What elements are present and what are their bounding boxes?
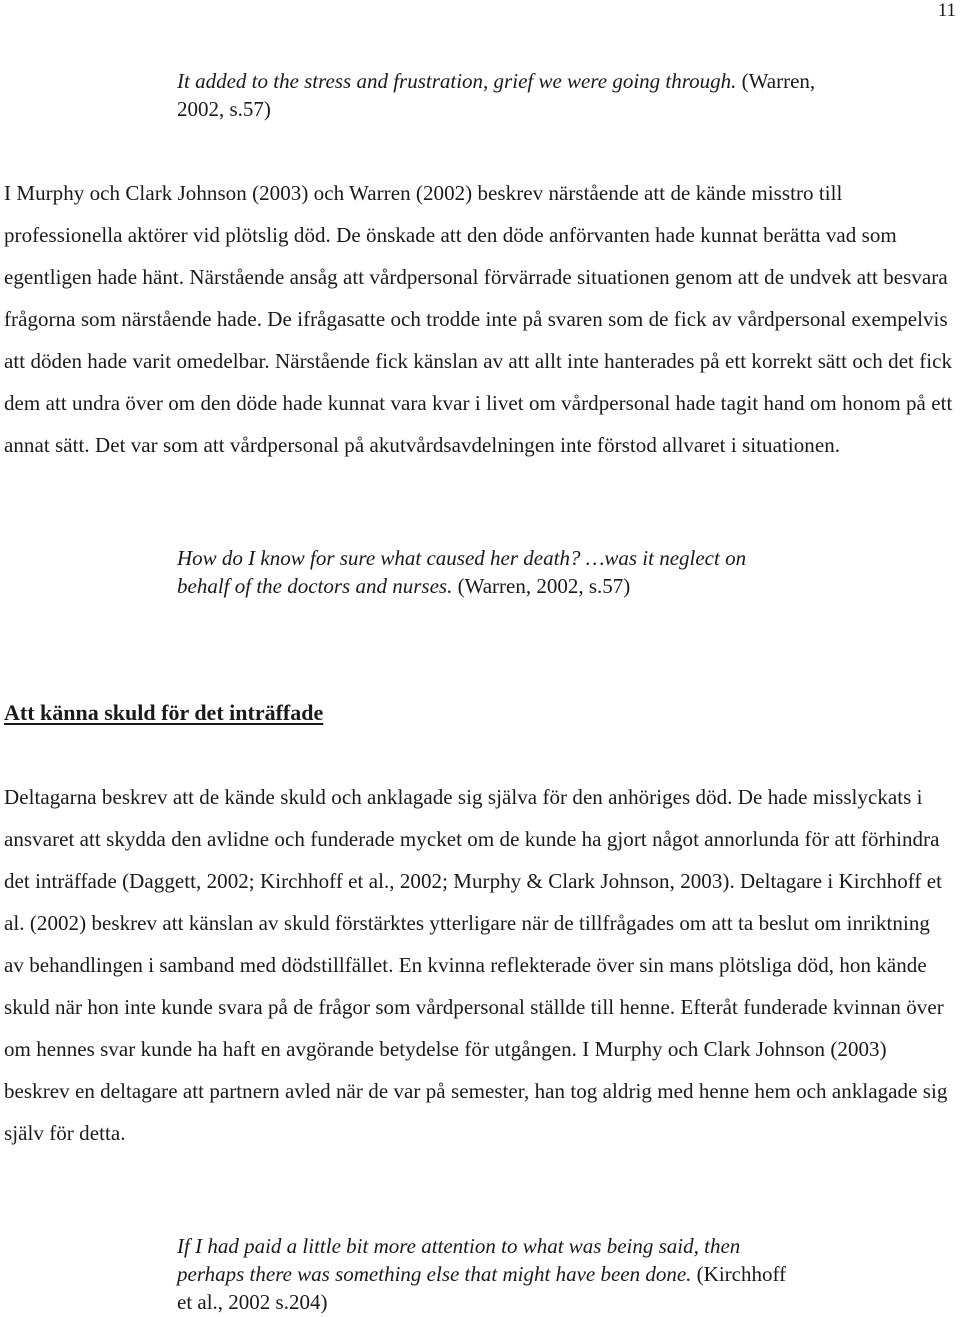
- block-quote-3: [177, 1232, 787, 1316]
- quote-text: If I had paid a little bit more attention to what was being said, then perhaps there was something else that might have been done.: [177, 1234, 741, 1286]
- quote-text: It added to the stress and frustration, grief we were going through.: [177, 69, 737, 93]
- page-number: 11: [937, 0, 956, 21]
- quote-citation: (Kirchhoff et al., 2002 s.204): [177, 1262, 787, 1314]
- paragraph-mistrust: I Murphy och Clark Johnson (2003) och Warren (2002) beskrev närstående att de kände misstro till professionella aktörer vid plötslig död. De önskade att den döde anförvanten hade kunnat berätta vad som egentligen hade hänt. Närstående ansåg att vårdpersonal förvärrade situationen genom att de undvek att besvara frågorna som närstående hade. De ifrågasatte och trodde inte på svaren som de fick av vårdpersonal exempelvis att döden hade varit omedelbar. Närstående fick känslan av att allt inte hanterades på ett korrekt sätt och det fick dem att undra över om den döde hade kunnat vara kvar i livet om vårdpersonal hade tagit hand om honom på ett annat sätt. Det var som att vårdpersonal på akutvårdsavdelningen inte förstod allvaret i situationen.: [4, 181, 953, 457]
- quote-citation: (Warren, 2002, s.57): [452, 574, 631, 598]
- section-heading: Att känna skuld för det inträffade: [4, 700, 324, 725]
- block-quote-2: [177, 544, 777, 600]
- block-quote-1: [177, 67, 837, 123]
- quote-text: How do I know for sure what caused her death? …was it neglect on behalf of the doctors and nurses.: [177, 546, 747, 598]
- quote-citation: (Warren, 2002, s.57): [177, 69, 816, 121]
- paragraph-guilt: Deltagarna beskrev att de kände skuld och anklagade sig själva för den anhöriges död. De hade misslyckats i ansvaret att skydda den avlidne och funderade mycket om de kunde ha gjort något annorlunda för att förhindra det inträffade (Daggett, 2002; Kirchhoff et al., 2002; Murphy & Clark Johnson, 2003). Deltagare i Kirchhoff et al. (2002) beskrev att känslan av skuld förstärktes ytterligare när de tillfrågades om att ta beslut om inriktning av behandlingen i samband med dödstillfället. En kvinna reflekterade över sin mans plötsliga död, hon kände skuld när hon inte kunde svara på de frågor som vårdpersonal ställde till henne. Efteråt funderade kvinnan över om hennes svar kunde ha haft en avgörande betydelse för utgången. I Murphy och Clark Johnson (2003) beskrev en deltagare att partnern avled när de var på semester, han tog aldrig med henne hem och anklagade sig själv för detta.: [4, 785, 948, 1145]
